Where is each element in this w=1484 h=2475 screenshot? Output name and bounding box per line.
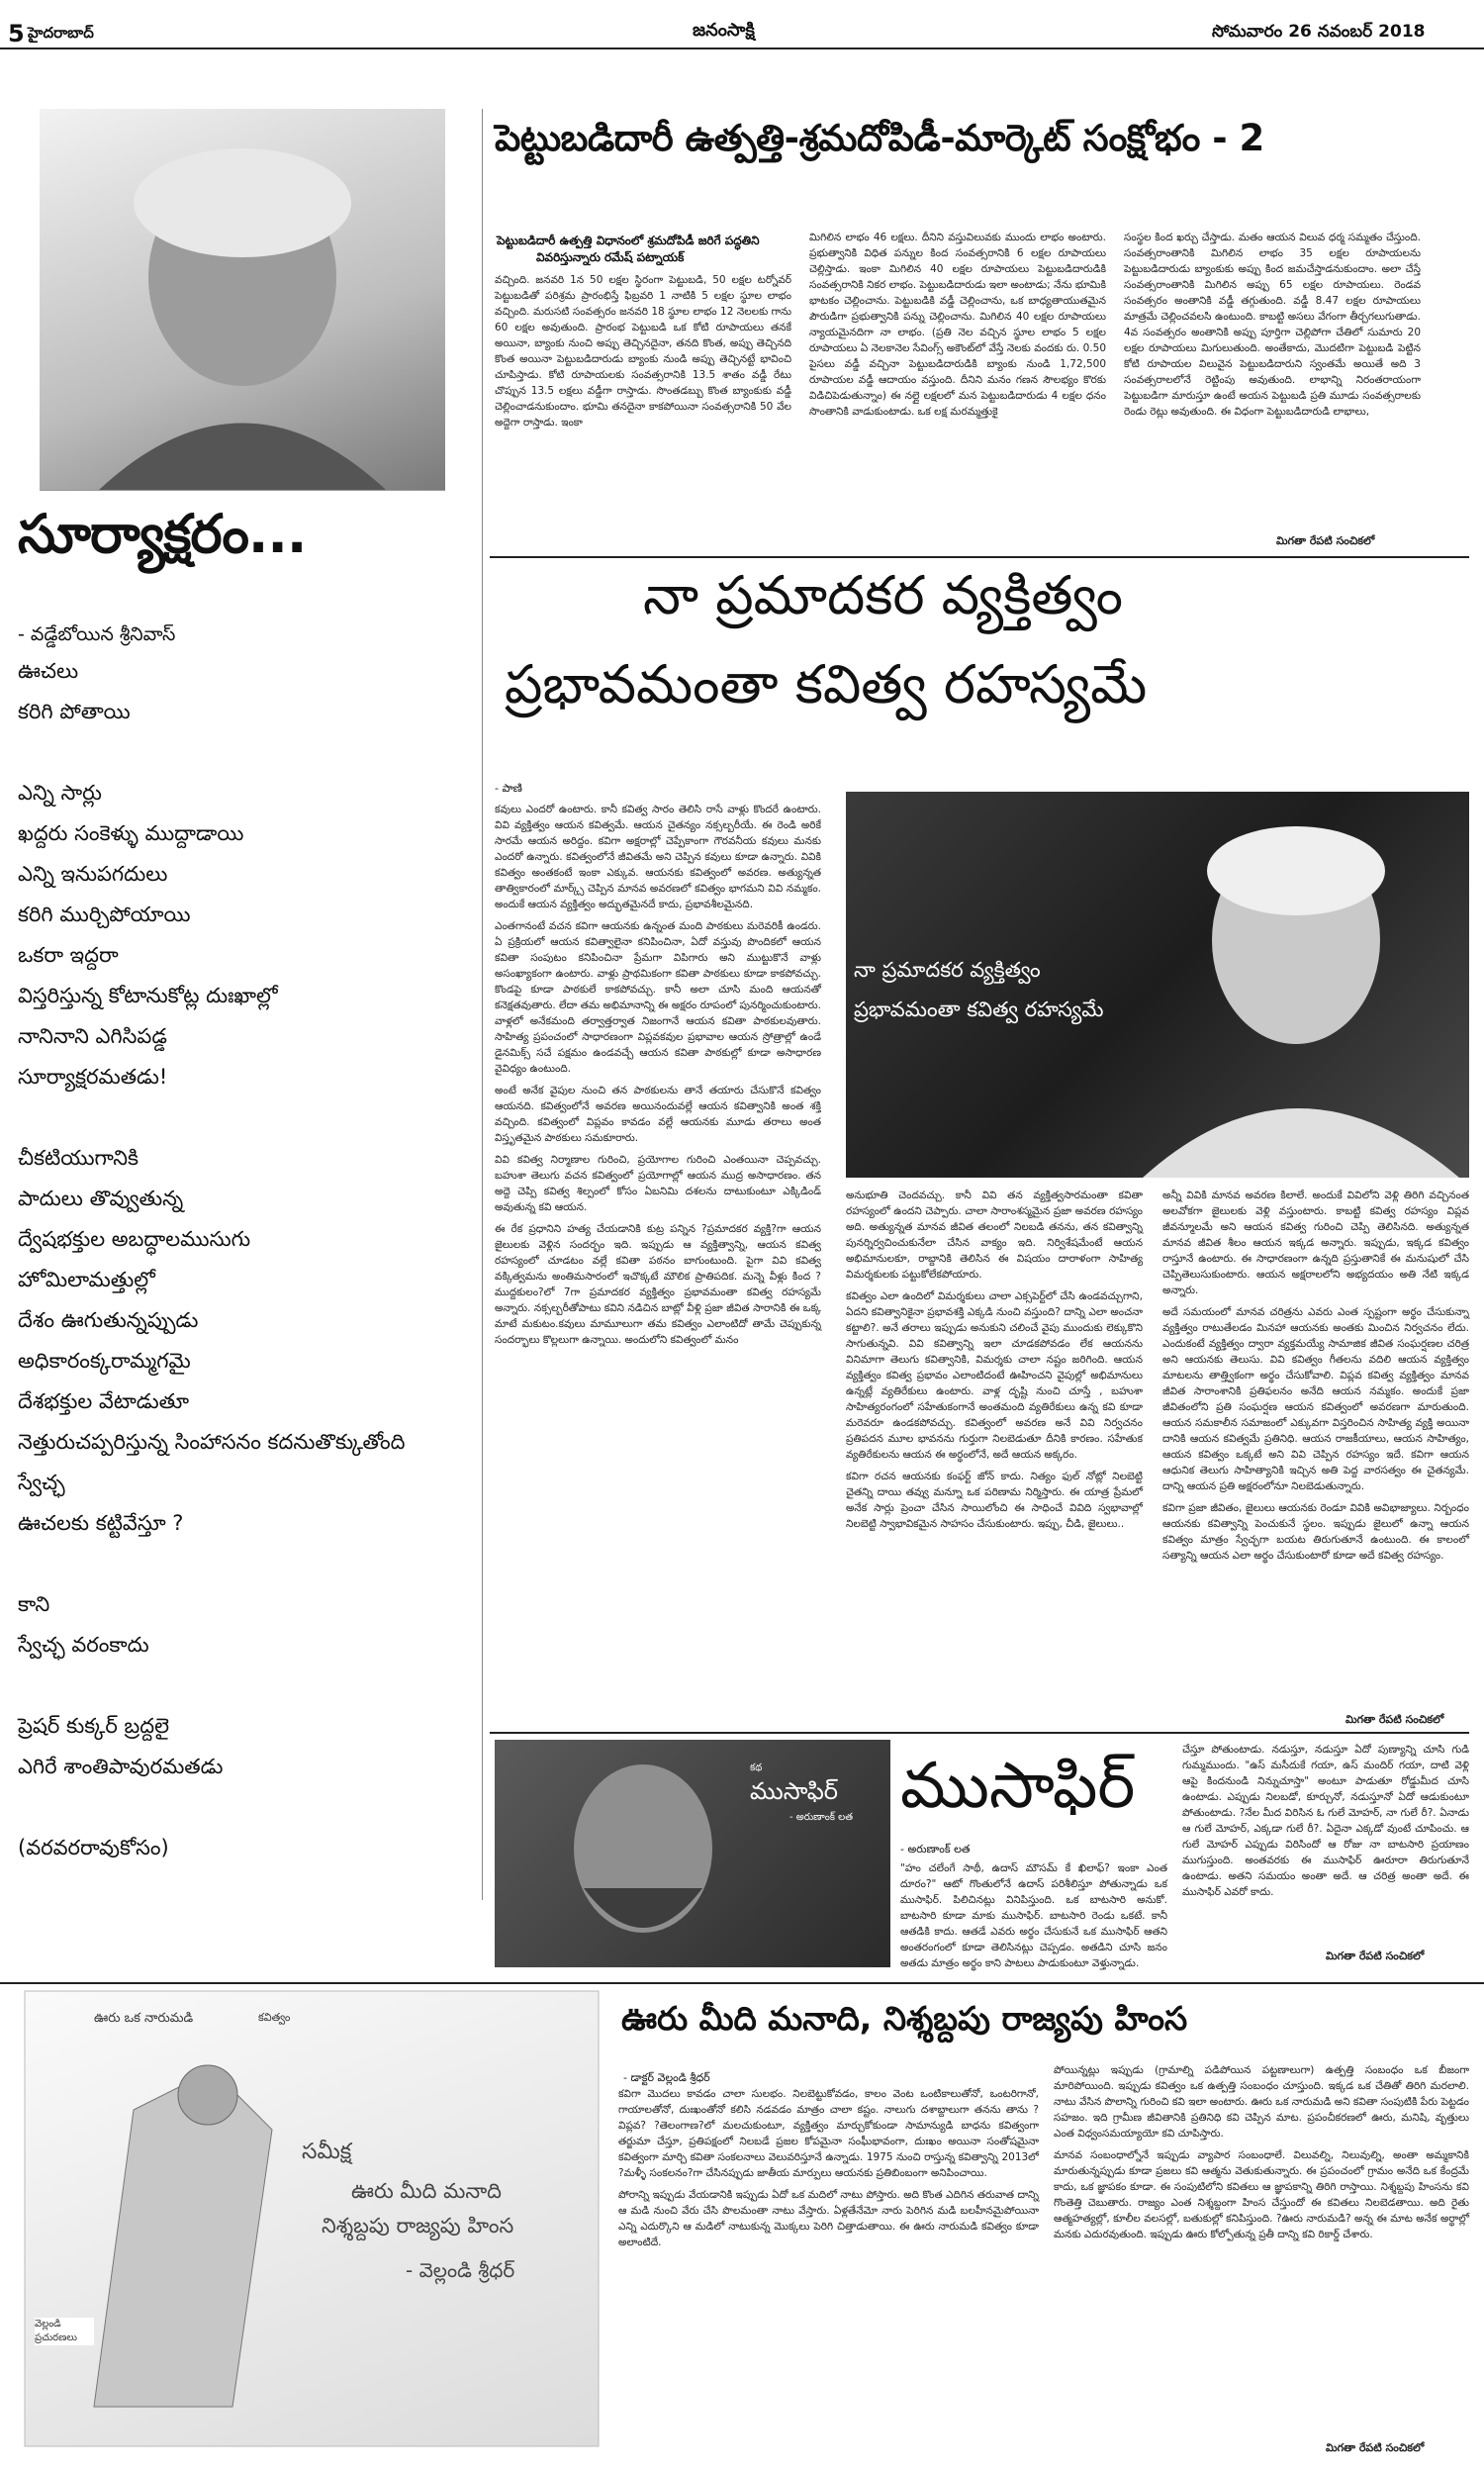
article2-col1-para3: అంటే అనేక వైపుల నుంచి తన పాఠకులను తానే తయారు చేసుకొనే కవిత్వం ఆయనది. కవిత్వంలోనే అవరణ అయినందువల్లే ఆయన కవిత్వానికి అంత శక్తి వచ్చింది. కవిత్వంలో విప్లవం కావడం వల్లే ఆయనకు మూడు తరాలు అంత విస్తృతమైన పాఠకులు సమకూరారు. xyxy=(495,1085,821,1144)
poem-line: ఎన్ని ఇనుపగదులు xyxy=(18,862,168,886)
city-name: హైదరాబాద్ xyxy=(28,24,94,42)
article4-col2 xyxy=(1054,2062,1469,2438)
book-cover-label-review: సమీక్ష xyxy=(302,2140,352,2164)
poem-author: - వడ్డేబోయిన శ్రీనివాస్ xyxy=(18,623,176,645)
poem-line xyxy=(18,1666,483,1706)
article2-col1-para5: ఈ రేక ప్రధానిని హత్య చేయడానికి కుట్ర పన్నిన ?ప్రమాదకర వ్యక్తి?గా ఆయన జైలులకు వెళ్లిన సందర్భం ఇది. ఇప్పుడు ఆ వ్యక్తిత్వాన్ని, ఆయన కవిత్వ రహస్యంలో చూడటం వల్లే కవితా పఠనం బాగుంటుంది. పైగా వివి కవిత్వ వక్కిత్వమను అంతిమసారంలో ఇచొక్కటే మౌలిక ప్రాతిపదిక. మన్నె వీళ్లు కింద ?ముద్దకులం?లో 7గా ప్రమాదకర వ్యక్తిత్వం ప్రభావమంతా కవిత్వ రహస్యమే అన్నారు. నక్సల్బరీతోపాటు కవిని నడిచిన బాట్లో వీళ్లి ప్రజా జీవిత సారానికి ఈ ఒక్క మాటే మకుటం.కవులు మామూలుగా తమ కవిత్వం ఎలాంటిదో తామే చెప్పుకున్న సందర్భాలు కొల్లలుగా ఉన్నాయి. అందులోని కవిత్వంలో మనం xyxy=(495,1223,821,1346)
article1-col3: సంస్థల కింద ఖర్చు చేస్తాడు. మతం ఆయన విలువ ధర్మ సమ్మతం చేస్తుంది. సంవత్సరాంతానికి మిగిలిన లాభం 35 లక్షల రూపాయలను పెట్టుబడిదారుడు బ్యాంకుకు అప్పు కింద జమచేస్తాడనుకుందాం. అలా చేస్తే సంవత్సరాంతానికి మిగిలిన అప్పు 65 లక్షల రూపాయలు. రెండవ సంవత్సరం అంతానికి వడ్డీ తగ్గుతుంది. వడ్డీ 8.47 లక్షల రూపాయలు మాత్రమే చెల్లించవలసి ఉంటుంది. కాబట్టి అసలు వేగంగా తీర్చగలుగుతాడు. 4వ సంవత్సరం అంతానికి అప్పు పూర్తిగా చెల్లిపోగా చేతిలో సుమారు 20 లక్షల రూపాయలు మిగులుతుంది. అంతేకాదు, మొదటిగా పెట్టుబడి పెట్టిన కోటి రూపాయల విలువైన పెట్టుబడిదారుని స్వంతమే అయితే అది 3 సంవత్సరాలలోనే రెట్టింపు అవుతుంది. లాభాన్ని నిరంతరాయంగా పెట్టుబడిగా మారుస్తూ ఉంటే అయన పెట్టుబడి ప్రతి మూడు సంవత్సరాలకు రెండు రెట్లు అవుతుంది. ఈ విధంగా పెట్టుబడిదారుడి లాభాలు, xyxy=(1124,232,1421,418)
article2-headline-line2: ప్రభావమంతా కవిత్వ రహస్యమే xyxy=(505,653,1148,715)
article1-deck-line2: వివరిస్తున్నారు రమేష్ పట్నాయక్ xyxy=(536,250,685,264)
article4-headline: ఊరు మీది మనాది, నిశ్శబ్దపు రాజ్యపు హింస xyxy=(621,1999,1188,2038)
book-cover-side: కవిత్వం xyxy=(258,2011,291,2024)
poem-line: నానినాని ఎగిసిపడ్డ xyxy=(18,1024,167,1048)
poem-line: (వరవరరావుకోసం) xyxy=(18,1836,169,1859)
article3-image-kicker: కథ xyxy=(750,1762,763,1773)
poem-line: హోమిలామత్తుల్లో xyxy=(18,1268,155,1291)
issue-date: సోమవారం 26 నవంబర్ 2018 xyxy=(1212,22,1426,42)
poem-line: చీకటియుగానికి xyxy=(18,1146,139,1170)
article2-col2-para3: కవిగా రచన ఆయనకు కంఫర్ట్ జోన్ కాదు. నిత్యం ఫుల్ నోట్లో నిలబెట్టి చైతన్ని దాయి తవ్వు మన్నూ ఒక పరిణామ నిర్మిస్తారు. ఈ యాత్ర ప్రేమలో అనేక సార్లు ప్రెంచా చేసిన సాయిలోంచి ఈ సాధించే వివిది స్వభావాల్లో నిలబెట్టి స్వాభావికమైన సాహసం చేసుకుంటారు. ఇప్పు, చీడి, జైలులు.. xyxy=(846,1471,1143,1530)
article1-headline: పెట్టుబడిదారీ ఉత్పత్తి-శ్రమదోపిడీ-మార్కెట్ సంక్షోభం - 2 xyxy=(495,117,1264,159)
poem-line xyxy=(18,1544,483,1584)
book-cover-publisher: వెల్లండి ప్రచురణలు xyxy=(35,2318,94,2345)
article1-continued: మిగతా రేపటి సంచికలో xyxy=(1276,534,1375,547)
article1-deck xyxy=(497,234,813,267)
article3-col1: "హం చలేంగే సాథీ, ఉదాస్ మౌసమ్ కే ఖిలాఫ్? ఇంకా ఎంత దూరం?" ఆటో గొంతులోనే ఉదాస్ పరిశీలిస్తూ పోతున్నాడు ఒక ముసాఫిర్. పిలిచినట్లు వినిపిస్తుంది. ఒక బాటసారి అనుకో. బాటసారి కూడా మాకు ముసాఫిర్. బాటసారి రెండు ఒకటే. కానీ ఆతడికి కాదు. ఆతడే ఎవరు అర్థం చేసుకునే ఒక ముసాఫిర్ ఆతని అంతరంగంలో కూడా తెలిసినట్లు చెప్పడం. అతడిని చూసి జనం అతడు మాత్రం అర్థం కాని పాటలు పాడుకుంటూ వెళ్తున్నాడు. xyxy=(900,1862,1167,1969)
poem-line: ఎగిరే శాంతిపావురమతడు xyxy=(18,1755,224,1778)
poem-line: నెత్తురుచప్పరిస్తున్న సింహాసనం కదనుతొక్కుతోంది xyxy=(18,1430,406,1454)
article2-byline: - పాణి xyxy=(495,782,522,795)
poet-photo xyxy=(40,109,445,490)
article4-col1-para1: కవిగా మొదలు కావడం చాలా సులభం. నిలబెట్టుకోవడం, కాలం వెంట ఒంటికాలుతోనో, ఒంటరిగానో, గాయాలతోనో, దుఃఖంతోనో కలిసి నడవడం మాత్రం చాలా కష్టం. నాలుగు దశాబ్దాలుగా తనను తాను ?విప్లవ? ?తెలంగాణ?లో మలచుకుంటూ, వ్యక్తిత్వం మార్చుకోకుండా సామాన్యుడి బాధను కవిత్వంగా తర్జుమా చేస్తూ, ప్రతిపక్షంలో నిలబడే ప్రజల కోపమైనా సంఘీభావంగా, దుఃఖం అయినా సంతోషమైనా కవిత్వంగా మార్చి కవితా సంకలనాలు వెలువరిస్తూనే ఉన్నాడు. 1975 నుంచి రాస్తున్న కవిత్వాన్ని 2013లో ?మళ్ళీ సంకలనం?గా చేసినప్పుడు జాతీయ మార్పులు ఆయనకు ప్రతిబింబంగా అనిపించాయి. xyxy=(618,2088,1039,2179)
article2-bottom-rule xyxy=(490,1732,1469,1734)
article2-photo-caption2: ప్రభావమంతా కవిత్వ రహస్యమే xyxy=(854,998,1104,1021)
poem-line: ప్రెషర్ కుక్కర్ బ్రద్దలై xyxy=(18,1714,169,1738)
article3-image xyxy=(495,1740,890,1967)
poem-line: స్వేచ్ఛ xyxy=(18,1471,65,1494)
book-cover xyxy=(25,1991,599,2446)
poem-line: ఊచలు xyxy=(18,659,79,683)
poem-line: కరిగి పోతాయి xyxy=(18,700,131,723)
article4-col1-para2: పోరాన్ని ఇప్పుడు వేయడానికి ఇప్పుడు ఏదో ఒక మదిలో నాటు పోస్తారు. అది కొంత ఎదిగిన తరువాత దాన్ని ఆ మడి నుంచి వేరు చేసి పొలమంతా నాటు వేస్తారు. ఏళ్లతేనేమో నారు పెరిగిన మడి బలహీనమైపోయినా ఎన్ని ఎదుర్కొని ఆ మడిలో నాటుకున్న మొక్కలు పెరిగి చిత్తాడుతాయి. ఈ ఊరు నారుమడి కవిత్వం కూడా అలాంటిదే. xyxy=(618,2189,1039,2248)
poem-line: అధికారంక్కరామ్మగమై xyxy=(18,1349,191,1373)
article2-col1-para4: వివి కవిత్వ నిర్మాణాల గురించి, ప్రయోగాల గురించి ఎంతయినా చెప్పవచ్చు. బహుశా తెలుగు వచన కవిత్వంలో ప్రయోగాల్లో ఆయన ముద్ర అసాధారణం. తన అద్దె చెప్పి కవిత్వ శిల్పంలో కోసం ఏబనిమి దశలను దాటుకుంటూ ఎక్కిడిండ్ అవుతున్న కవి ఆయన. xyxy=(495,1154,821,1213)
article2-headline-line1: నా ప్రమాదకర వ్యక్తిత్వం xyxy=(643,564,1124,626)
article2-col2 xyxy=(846,1188,1143,1727)
poem-line: సూర్యాక్షరమతడు! xyxy=(18,1065,168,1089)
poem-line: స్వేచ్ఛ వరంకాదు xyxy=(18,1633,149,1657)
poem-line: ద్వేషభక్తుల అబద్ధాలముసుగు xyxy=(18,1227,251,1251)
article2-photo-caption1: నా ప్రమాదకర వ్యక్తిత్వం xyxy=(854,958,1041,982)
article4-byline: - డాక్టర్ వెల్లండి శ్రీధర్ xyxy=(623,2071,710,2084)
article3-byline: - అరుణాంక్ లత xyxy=(900,1843,971,1856)
article1-col2: మిగిలిన లాభం 46 లక్షలు. దీనిని వస్తువిలువకు ముందు లాభం అంటారు. ప్రభుత్వానికి విధిత పన్నుల కింద సంవత్సరానికి 6 లక్షల రూపాయలు చెల్లిస్తాడు. ఇంకా మిగిలిన 40 లక్షల రూపాయలు పెట్టుబడిదారుడికి సంవత్సరానికి నికర లాభం. పెట్టుబడిదారుడు ఇలా అంటాడు; నేను భూమికి భాటకం చెల్లించాను. పెట్టుబడికి వడ్డీ చెల్లించాను, ఒక బాధ్యతాయుతమైన పౌరుడిగా ప్రభుత్వానికి పన్ను చెల్లించాను. మిగిలిన 40 లక్షల రూపాయలు న్యాయమైనదిగా నా లాభం. (ప్రతి నెల వచ్చిన స్థూల లాభం 5 లక్షల రూపాయలు ఏ నెలకానెల సేవింగ్స్ అకౌంట్‌లో వేస్తే నెలకు వందకు రు. 0.50 పైసలు వడ్డీ వచ్చినా పెట్టుబడిదారుడికి బ్యాంకు నుండి 1,72,500 రూపాయల వడ్డీ ఆదాయం వస్తుంది. దీనిని మనం గణన సౌలభ్యం కొరకు విడిచిపెడుతున్నాం) ఈ నల్లై లక్షలలో మన పెట్టుబడిదారుడు 4 లక్షల ధనం సొంతానికి వాడుకుంటాడు. ఒక లక్ష మరమ్మత్తుకై xyxy=(809,232,1106,418)
article2-photo xyxy=(846,792,1469,1178)
poem-line: దేశం ఊగుతున్నప్పుడు xyxy=(18,1308,199,1332)
page-number: 5 xyxy=(8,20,25,48)
article2-continued: మిగతా రేపటి సంచికలో xyxy=(1345,1713,1444,1726)
article4-col2-para1: పోయిన్నట్లు ఇప్పుడు (గ్రామాల్ని పడిపోయిన పట్టణాలుగా) ఉత్పత్తి సంబంధం ఒక బీజంగా మారిపోయింది. ఇప్పుడు కవిత్వం ఒక ఉత్పత్తి సంబంధం చూస్తుంది. ఇక్కడ ఒక చేతితో తిరిగి మరలాలి. నాటు వేసిన పొలాన్ని గురించి కవి ఇలా అంటారు. ఊరు ఒక నారుమడి అని కవితా సంపుటికి పేరు పెట్టడం సహజం. ఇది గ్రామీణ జీవితానికి ప్రతినిధి కవి చెప్పిన మాట. ప్రపంచీకరణలో ఊరు, మనిషి, వృత్తులు ఎంత విధ్వంసమయ్యాయో కవి చూపిస్తారు. xyxy=(1054,2064,1469,2140)
book-cover-label-title2: నిశ్శబ్దపు రాజ్యపు హింస xyxy=(322,2214,514,2237)
poem-title: సూర్యాక్షరం... xyxy=(18,503,307,565)
section-rule-bottom xyxy=(0,1982,1484,1984)
article2-col3-para1: అన్నీ వివికి మానవ అవరణ కిలాలే. అందుకే వివిలోని వెళ్లి తిరిగి వచ్చినంత అలవోకగా జైలులకు వెళ్లి వస్తుంటారు. కాబట్టి కవిత్వ రహస్యం విప్లవ జీవన్మూలమే అని ఆయన కవిత్వ గురించి చెప్పి తెలిసినది. అత్యున్నత మానవ జీవిత శీలం ఆయన ఇక్కడ అన్నారు. ఇప్పుడు, ఇక్కడ కవిత్వం రాస్తూనే ఉంటారు. ఈ సాధారణంగా ఉన్నది ప్రస్తుతానికే ఈ మనుషులో చేసి చెప్పితెలుసుకుంటారు. ఆయన అక్షరాలలోని అభ్యదయం అతి నేటి ఇక్కడ అన్నారు. xyxy=(1162,1190,1469,1296)
poem-line: పాదులు తొవ్వుతున్న xyxy=(18,1187,184,1210)
paper-name: జనంసాక్షి xyxy=(693,20,755,41)
article2-col2-para1: అనుభూతి చెందవచ్చు. కానీ వివి తన వ్యక్తిత్వసారమంతా కవితా రహస్యంలో ఉందని చెప్పారు. చాలా సారాంశస్మమైన ప్రజా అవరణ రహస్యం అది. అత్యున్నత మానవ జీవిత తలంలో నిలబడి తనను, తన కవిత్వాన్ని పునర్నిర్వచించుకునేలా చేసిన వాక్యం ఇది. నిర్విశేషమేంటే ఆయన అభిమానులకూ, రాబ్దానికి తెలిసిన ఈ విషయం దారాళంగా సాహిత్య విమర్శకులకు పట్టుకోలేకపోయారు. xyxy=(846,1190,1143,1281)
book-cover-label-title1: ఊరు మీది మనాది xyxy=(351,2179,502,2203)
article2-col2-para2: కవిత్వం ఎలా ఉందిలో విమర్శకులు చాలా ఎక్సపెర్ట్‌లో చేసి ఉండవచ్చుగాని, ఏదని కవిత్వానికైనా ప్రభావశక్తి ఎక్కడి నుంచి వస్తుంది? దాన్ని ఎలా అంచనా కట్టాలి?. అనే తరాలు ఇప్పుడు అనుకుని చలించే వైపు ముందుకు లెక్కుకొని సాగుతున్నవి. వివి కవిత్వాన్ని ఇలా చూడకపోవడం లేక ఆయనను వినిమాగా తెలుగు కవిత్వానికి, విమర్శకు చాలా నష్టం జరిగింది. ఆయన వ్యక్తిత్వం కవిత్వ ప్రభావం ఎలాంటిదంటే ఊహించని వైపుల్లో అభిమానులు ఉన్నట్లే వ్యతిరేకులు ఉంటారు. వాళ్ల దృష్టి నుంచి చూస్తే , బహుశా సాహిత్యరంగంలో సహేతుకంగానే అంతమంది వ్యతిరేకులు ఉన్న కవి కూడా మరెవరూ ఉండకపోవచ్చు. కవిత్వంలో అవరణ అనే వివి నిర్వచనం ప్రతిపదన మూల భావనను గుర్తుగా నిలబెడుతూ దీనికి కారణం. సహేతుక వ్యతిరేకులను ఆయన ఈ అర్థంలోనే, అదే ఆయన అక్కరం. xyxy=(846,1290,1143,1461)
poem-line xyxy=(18,1787,483,1828)
photo-rule xyxy=(40,490,445,491)
article1-bottom-rule xyxy=(490,556,1469,558)
poem-body xyxy=(18,651,483,1859)
poem-line: ఖద్దరు సంకెళ్ళు ముద్దాడాయి xyxy=(18,821,244,845)
book-cover-title: ఊరు ఒక నారుమడి xyxy=(94,2011,194,2026)
article2-col3-para3: కవిగా ప్రజా జీవితం, జైలులు ఆయనకు రెండూ వివికి అవిభాజ్యాలు. నిర్బంధం ఆయనకు కవిత్వాన్ని పెంచుకునే స్థలం. ఇప్పుడు జైలులో ఉన్నా ఆయన కవిత్వం మాత్రం స్వేచ్ఛగా బయట తిరుగుతూనే ఉంటుంది. ఈ కాలంలో సత్యాన్ని ఆయన ఎలా అర్థం చేసుకుంటారో కూడా అదే కవిత్వ రహస్యం. xyxy=(1162,1502,1469,1562)
article3-continued: మిగతా రేపటి సంచికలో xyxy=(1326,1950,1425,1962)
poem-line: ఊచలకు కట్టివేస్తూ ? xyxy=(18,1511,184,1535)
article3-image-title: ముసాఫిర్ xyxy=(750,1777,838,1805)
article4-continued: మిగతా రేపటి సంచికలో xyxy=(1326,2441,1425,2454)
article2-col1-para1: కవులు ఎందరో ఉంటారు. కానీ కవిత్వ సారం తెలిసి రాసే వాళ్లు కొందరే ఉంటారు. వివి వ్యక్తిత్వం ఆయన కవిత్వమే. ఆయన చైతన్యం నక్సల్బరీయే. ఈ రెండి అరికే సారమే ఆయన అరిద్దం. కవిగా అక్షరాల్లో చెప్పేకాంగా గౌరవనీయ కవులు మనకు ఎందరో ఉన్నారు. కవిత్వంలోనే జీవితమే అని చెప్పిన కవులు కూడా ఉన్నారు. వివికి కవిత్వం అంతకంటే ఇంకా ఎక్కువ. ఆయనకు కవిత్వంలో అవరణ. అత్యున్నత తాత్వికారంలో మార్క్స్ చెప్పిన మానవ అవరణలో కవిత్వం భాగమని వివి నమ్మకం. అందుకే ఆయన వ్యక్తిత్వం అద్భుతమైనదే కాదు, ప్రభావశీలమైనది. xyxy=(495,804,821,910)
article3-image-author: - అరుణాంక్ లత xyxy=(789,1812,854,1823)
article3-col2: చేస్తూ పోతుంటాడు. నడుస్తూ, నడుస్తూ ఏదో పుణ్యాన్ని చూసి గుడి గుమ్మముందు. "ఉస్ మసీదుకే గయా, ఉస్ మందిర్ గయా, దాటి వెళ్లి ఆపై కిందనుండి నిన్నుచూస్తా" అంటూ పాడుతూ రోడ్డుమీద చూసి ఉంటాడు. ఎప్పుడు నిలబడో, కూర్చునో, నడుస్తూనో ఏదో ఆడుకుంటూ పోతుంటాడు. ?నేల మీద విరిసిన ఓ గులే మోహర్, నా గులే రీ?. ఏనాడు ఆ గులే మోహర్, ఎక్కడా గులే రీ?. ఏదైనా ఎక్కడో వుంటే చూపించు. ఆ గులే మోహర్ ఎప్పుడు విరిసిందో ఆ రోజు నా బాటసారి ప్రయాణం ముగుస్తుంది. అంతవరకు ఈ ముసాఫిర్ ఊరూరా తిరుగుతూనే ఉంటాడు. అతని సమయం అంతా అదే. ఆ చరిత్ర అంతా అదే. ఈ ముసాఫిర్ ఎవరో కాదు. xyxy=(1182,1744,1469,1898)
poem-line xyxy=(18,1097,483,1138)
article2-col3 xyxy=(1162,1188,1469,1707)
poem-line: కాని xyxy=(18,1592,50,1616)
article3-illustration xyxy=(495,1740,890,1967)
article1-deck-line1: పెట్టుబడిదారీ ఉత్పత్తి విధానంలో శ్రమదోపిడీ జరిగే పద్ధతిని xyxy=(497,234,760,247)
portrait-illustration xyxy=(40,109,445,490)
poem-line xyxy=(18,732,483,773)
poem-line: ఒకరా ఇద్దరా xyxy=(18,943,119,967)
article2-col3-para2: అదే సమయంలో మానవ చరిత్రను ఎవరు ఎంత స్పష్టంగా అర్థం చేసుకున్నా వ్యక్తిత్వం రాటుతేలడం మినహా ఆయనకు అంతకు మించిన నిర్వచనం లేదు. ఎందుకంటే వ్యక్తిత్వం ద్వారా వ్యక్తమయ్యే సామాజిక జీవిత సంఘర్షణల చరిత్ర అని ఆయనకు తెలుసు. వివి కవిత్వం గీతలను వదిలి ఆయన వ్యక్తిత్వం మాటలను తాత్త్వికంగా అర్థం చేసుకోవాలి. విప్లవ కవిత్వ వ్యక్తిత్వం మానవ జీవిత సారాంశానికి ప్రతిఫలనం అనేది ఆయన నమ్మకం. అందుకే ప్రజా జీవితంలోని ప్రతి సంఘర్షణ ఆయన కవిత్వంలో అవరణగా మారుతుంది. ఆయన సమకాలీన సమాజంలో ఎక్కువగా విస్తరించిన సాహిత్య వ్యక్తి అయినా దానికి ఆయన కవిత్వమే ప్రతినిధి. ఆయన రాజకీయాలు, ఆయన సాహిత్యం, ఆయన కవిత్వం ఒక్కటే అని వివి చెప్పిన రహస్యం ఇదే. కవిగా ఆయన ఆధునిక తెలుగు సాహిత్యానికి ఇచ్చిన అతి పెద్ద వారసత్వం ఈ చైతన్యమే. దాన్ని ఆయన ప్రతి అక్షరంలోనూ నిలబెడుతున్నారు. xyxy=(1162,1306,1469,1492)
article2-col1 xyxy=(495,802,821,1727)
poem-line: కరిగి ముర్చిపోయాయి xyxy=(18,903,191,926)
article4-col1 xyxy=(618,2086,1039,2452)
column-divider-left xyxy=(482,109,483,1900)
article2-col1-para2: ఎంతగానంటే వచన కవిగా ఆయనకు ఉన్నంత మంది పాఠకులు మరెవరికీ ఉండరు. ఏ ప్రక్రియలో ఆయన కవిత్వాలైనా కనిపించినా, ఏదో వస్తువు పొందికలో ఆయన కవితా సంపుటం కనిపించినా ప్రేమగా విపిగారు అని ముట్టుకొనే వాళ్లు అసంఖ్యాకంగా ఉంటారు. వాళ్లు ప్రాథమికంగా కవితా పాఠకులు కూడా కాకపోవచ్చు. కొండపై కూడా పాఠకులే కాకపోవచ్చు. కానీ అలా చూసి మంది ఆయనతో కనెక్షతవుతారు. లేదా తమ అభిమానాన్ని ఈ అక్షరం రూపంలో పునర్మించుకుంటారు. వాళ్లలో అనేకమంది తర్వాత్తర్వాత నిజంగానే ఆయన కవితా పాఠకులవుతారు. సాహిత్య ప్రపంచంలో సాధారణంగా విప్లవకవుల ప్రభావాల ఆయన స్రోత్రాల్లో ఉండే డైనమిక్స్ సచే పక్షమం ఉండవచ్చే ఆయన కవితా పాఠకుల్లో కూడా అసాధారణ వైవిధ్యం ఉంటుంది. xyxy=(495,920,821,1075)
poem-line: దేశభక్తుల వేటాడుతూ xyxy=(18,1389,189,1413)
article4-col2-para2: మానవ సంబంధాల్నోనే ఇప్పుడు వ్యాపార సంబంధాలే. విలువల్ని, నిలువుల్ని, అంతా అమ్మకానికి మారుతున్నప్పుడు కూడా ప్రజలు కవి ఆత్మను వెతుకుతున్నారు. ఈ ప్రపంచంలో గ్రామం అనేది ఒక కేంద్రమే కాదు, ఒక జ్ఞాపకం కూడా. ఈ సంపుటిలోని కవితలు ఆ జ్ఞాపకాన్ని తిరిగి రాస్తాయి. నిశ్శబ్దపు హింసను కవి గొంతెత్తి చెబుతారు. రాజ్యం ఎంత నిశ్శబ్దంగా హింస చేస్తుందో ఈ కవితలు నిలబెడతాయి. అది రైతు ఆత్మహత్యల్లో, కూలీల వలసల్లో, బతుకుల్లో కనిపిస్తుంది. ?ఊరు నారుమడి? అన్న ఈ మాట అనేక అర్థాల్లో మనకు ఎదురవుతుంది. ఇప్పుడు ఊరు కోల్పోతున్న ప్రతీ దాన్ని కవి రికార్డ్ చేశారు. xyxy=(1054,2149,1469,2240)
article3-headline: ముసాఫిర్ xyxy=(900,1750,1136,1823)
poem-line: ఎన్ని సార్లు xyxy=(18,781,102,805)
book-cover-author: - వెల్లండి శ్రీధర్ xyxy=(406,2258,515,2282)
masthead-rule xyxy=(0,48,1484,49)
article1-col1: వచ్చింది. జనవరి 1న 50 లక్షల స్థిరంగా పెట్టుబడి, 50 లక్షల టర్నోవర్ పెట్టుబడితో పరిశ్రమ ప్రారంభిస్తే ఫిబ్రవరి 1 నాటికి 5 లక్షల స్థూల లాభం వచ్చింది. మరుసటి సంవత్సరం జనవరి 18 స్థూల లాభం 12 నెలలకు గాను 60 లక్షల అవుతుంది. ప్రారంభ పెట్టుబడి ఒక కోటి రూపాయలు తనకే అయినా, బ్యాంకు నుంచి అప్పు తెచ్చినదైనా, తనది కొంత, అప్పు తెచ్చినది కొంత అయినా పెట్టుబడిదారుడు బ్యాంకు నుండి అప్పు తెచ్చినట్టే భావించి చూపిస్తాడు. కోటి రూపాయలకు సంవత్సరానికి 13.5 శాతం వడ్డీ రేటు చొప్పున 13.5 లక్షలు వడ్డీగా రాస్తాడు. సొంతడబ్బు కొంత బ్యాంకుకు వడ్డీ చెల్లించాడనుకుందాం. భూమి తనదైనా కాకపోయినా సంవత్సరానికి 50 వేల అద్దెగా రాస్తాడు. ఇంకా xyxy=(495,274,791,428)
poem-line: విస్తరిస్తున్న కోటానుకోట్ల దుఃఖాల్లో xyxy=(18,984,278,1007)
